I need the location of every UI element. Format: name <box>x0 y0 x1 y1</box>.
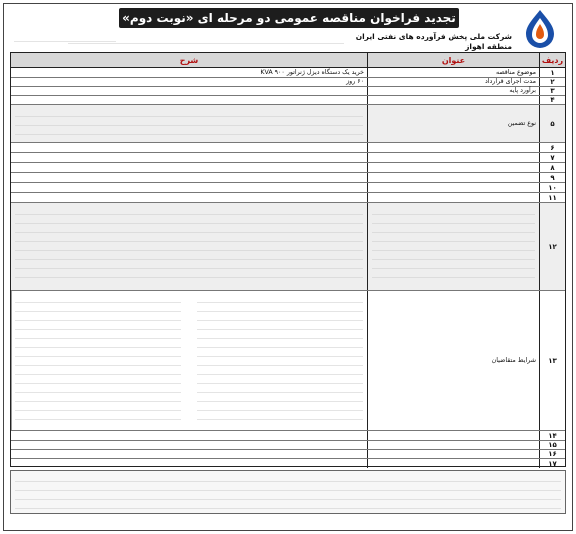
header-desc: شرح <box>179 56 199 65</box>
table-row: ۳ برآورد پایه <box>11 87 565 96</box>
table-row: ۱۴ <box>11 431 565 441</box>
tender-table <box>10 52 566 467</box>
table-row: ۱۰ <box>11 183 565 193</box>
table-row: ۱۷ <box>11 459 565 468</box>
table-row: ۹ <box>11 173 565 183</box>
table-row: ۱۳ شرایط متقاضیان <box>11 291 565 431</box>
table-row: ۱۲ <box>11 203 565 291</box>
table-row: ۱۶ <box>11 450 565 459</box>
table-row: ۱۵ <box>11 441 565 450</box>
table-row: ۶ <box>11 143 565 153</box>
table-row: ۵ نوع تضمین <box>11 105 565 143</box>
table-row: ۸ <box>11 163 565 173</box>
table-row: ۱۱ <box>11 193 565 203</box>
table-header <box>11 53 565 68</box>
table-row: ۱ موضوع مناقصه خرید یک دستگاه دیزل ژنراتور ۹۰۰ KVA <box>11 68 565 78</box>
table-row: ۷ <box>11 153 565 163</box>
company-logo-icon <box>518 8 562 50</box>
notice-title: تجدید فراخوان مناقصه عمومی دو مرحله ای «نوبت دوم» <box>119 8 459 28</box>
footer-note <box>10 470 566 514</box>
tender-notice-page <box>3 3 573 531</box>
table-row: ۲ مدت اجرای قرارداد ۶۰ روز <box>11 78 565 87</box>
header-num: ردیف <box>539 53 565 67</box>
header-title: عنوان <box>367 53 539 67</box>
table-row: ۴ <box>11 96 565 105</box>
company-name: شرکت ملی پخش فرآورده های نفتی ایران منطقه اهواز <box>355 32 512 51</box>
issuer-block <box>10 30 120 50</box>
